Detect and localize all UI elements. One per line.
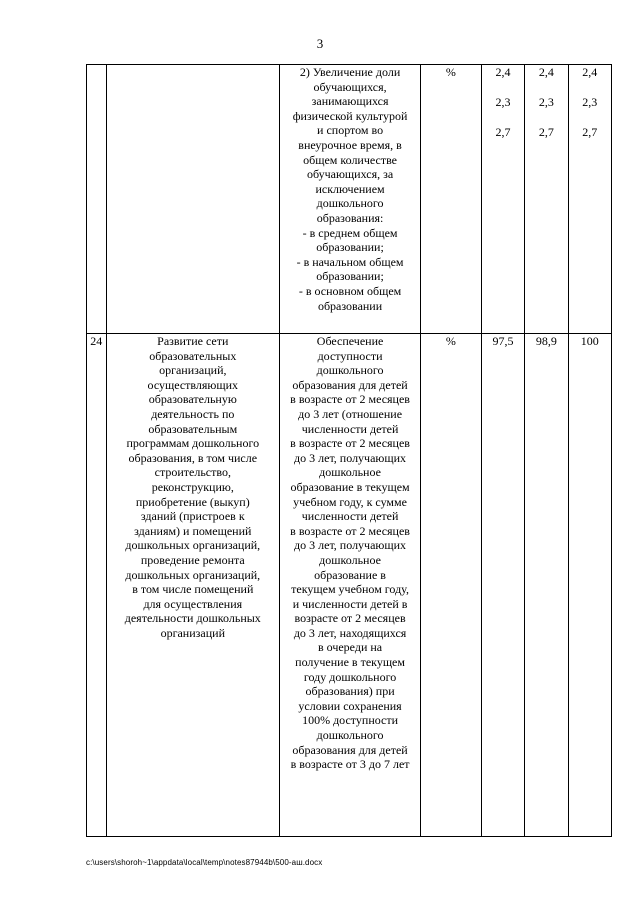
text-line: Развитие сети [157, 334, 229, 348]
text-line: до 3 лет (отношение [298, 406, 403, 421]
text-line: осуществляющих [147, 377, 239, 392]
text-line: дошкольных организаций, [125, 567, 261, 582]
value-primary: 2,3 [538, 95, 554, 109]
text-line: в возрасте от 2 месяцев [290, 436, 410, 451]
text-line: возрасте от 2 месяцев [294, 611, 406, 626]
value-basic: 2,7 [582, 125, 598, 139]
text-line: доступности [317, 348, 383, 363]
text-line: организаций, [159, 363, 227, 378]
text-line: образования) при [305, 684, 395, 699]
text-line: образовании [317, 298, 383, 313]
text-line: образование в текущем [290, 479, 410, 494]
unit-cell: % [421, 65, 482, 334]
unit-cell: % [421, 334, 482, 837]
text-line: до 3 лет, получающих [294, 538, 407, 553]
text-line: - в среднем общем [302, 225, 398, 240]
text-line: дошкольного [316, 196, 384, 211]
text-line: дошкольного [316, 728, 384, 743]
text-line: зданиям) и помещений [134, 523, 252, 538]
text-line: образования, в том числе [128, 450, 258, 465]
text-line: обучающихся, за [306, 167, 394, 182]
value-primary: 2,3 [582, 95, 598, 109]
text-line: программам дошкольного [126, 436, 260, 451]
text-line: организаций [160, 625, 225, 640]
text-line: общем количестве [303, 152, 397, 167]
table-row [87, 65, 612, 334]
text-line: численности детей [301, 421, 399, 436]
text-line: зданий (пристроев к [140, 509, 245, 524]
text-line: в возрасте от 3 до 7 лет [290, 757, 410, 772]
text-line: деятельности дошкольных [124, 611, 261, 626]
value-basic: 2,7 [495, 125, 511, 139]
text-line: образовательных [149, 348, 237, 363]
text-line: дошкольных организаций, [125, 538, 261, 553]
text-line: проведение ремонта [140, 552, 245, 567]
text-line: образования для детей [292, 377, 408, 392]
text-line: обучающихся, [313, 79, 387, 94]
value-secondary: 2,4 [495, 65, 511, 79]
text-line: дошкольное [319, 552, 381, 567]
text-line: образования для детей [292, 742, 408, 757]
table-row [87, 334, 612, 837]
text-line: до 3 лет, находящихся [293, 625, 407, 640]
text-line: для осуществления [143, 596, 243, 611]
indicators-table [86, 64, 612, 837]
text-line: строительство, [154, 465, 231, 480]
value-cell-year-1 [481, 65, 524, 334]
value-secondary: 2,4 [582, 65, 598, 79]
text-line: году дошкольного [303, 669, 397, 684]
row-number-cell [87, 65, 107, 334]
measure-name-cell [106, 334, 280, 837]
file-path-footer: c:\users\shoroh~1\appdata\local\temp\notes87944b\500-аш.docx [86, 858, 323, 867]
indicator-cell [280, 65, 421, 334]
measure-name-cell [106, 65, 280, 334]
value-cell-year-1: 97,5 [481, 334, 524, 837]
value-cell-year-3 [568, 65, 611, 334]
text-line: дошкольного [316, 363, 384, 378]
text-line: Обеспечение [316, 334, 384, 348]
text-line: в возрасте от 2 месяцев [290, 523, 410, 538]
text-line: в том числе помещений [132, 582, 254, 597]
text-line: учебном году, к сумме [293, 494, 407, 509]
text-line: и численности детей в [292, 596, 408, 611]
text-line: - в основном общем [298, 283, 402, 298]
value-primary: 2,3 [495, 95, 511, 109]
value-cell-year-2 [525, 65, 568, 334]
text-line: образования: [316, 210, 384, 225]
text-line: и спортом во [317, 123, 384, 138]
value-cell-year-3: 100 [568, 334, 611, 837]
page-number: 3 [316, 36, 324, 51]
text-line: 100% доступности [302, 713, 399, 728]
text-line: физической культурой [292, 108, 408, 123]
indicator-cell [280, 334, 421, 837]
text-line: условии сохранения [298, 698, 402, 713]
text-line: занимающихся [311, 94, 389, 109]
text-line: в очереди на [317, 640, 383, 655]
text-line: внеурочное время, в [298, 137, 402, 152]
text-line: образовательную [148, 392, 237, 407]
value-cell-year-2: 98,9 [525, 334, 568, 837]
text-line: образовании; [316, 269, 384, 284]
text-line: до 3 лет, получающих [294, 450, 407, 465]
text-line: 2) Увеличение доли [299, 65, 401, 79]
text-line: дошкольное [319, 465, 381, 480]
text-line: образовании; [316, 240, 384, 255]
text-line: образовательным [148, 421, 238, 436]
text-line: в возрасте от 2 месяцев [290, 392, 410, 407]
value-basic: 2,7 [538, 125, 554, 139]
text-line: текущем учебном году, [291, 582, 409, 597]
text-line: деятельность по [151, 406, 235, 421]
value-secondary: 2,4 [538, 65, 554, 79]
text-line: получение в текущем [295, 655, 405, 670]
text-line: численности детей [301, 509, 399, 524]
text-line: приобретение (выкуп) [135, 494, 250, 509]
text-line: реконструкцию, [151, 479, 234, 494]
text-line: - в начальном общем [296, 254, 404, 269]
text-line: образование в [314, 567, 386, 582]
row-number-cell: 24 [87, 334, 107, 837]
text-line: исключением [315, 181, 385, 196]
